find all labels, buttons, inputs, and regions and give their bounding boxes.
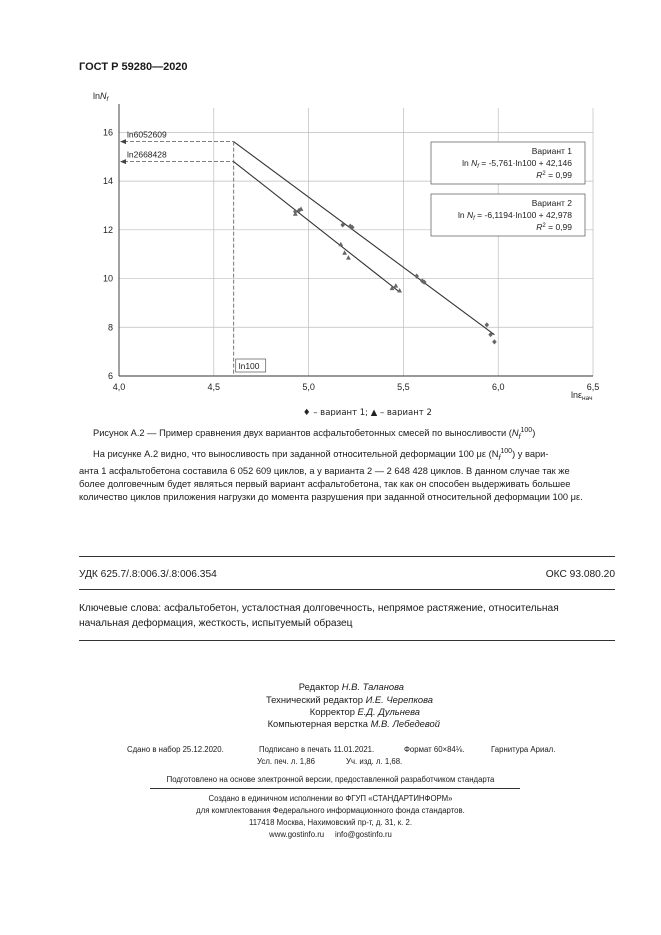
caption-symbol: N <box>511 428 519 439</box>
imprint-font: Гарнитура Ариал. <box>491 745 556 754</box>
equation-r2-1: $R^2 = 0,99$ <box>536 170 572 180</box>
imprint-divider <box>150 788 520 789</box>
point-variant-1 <box>485 322 490 327</box>
credit-layout: Компьютерная верстка М.В. Лебедевой <box>267 718 440 729</box>
x-tick-label: 6,0 <box>491 382 505 392</box>
para-line-3: более долговечным будет являться первый вариант асфальтобетона, так как он способен выдерживать большее <box>79 478 571 489</box>
y-tick-label: 6 <box>107 371 113 381</box>
y-tick-label: 12 <box>102 224 113 235</box>
annotation-arrow <box>120 159 126 164</box>
imprint-fund: для комплектования Федерального информационного фонда стандартов. <box>196 806 465 815</box>
para-line-4: количество циклов приложения нагрузки до момента разрушения при заданной относительной деформации 100 με. <box>79 491 583 502</box>
ref-label: ln100 <box>238 361 260 371</box>
body-paragraph <box>79 445 615 504</box>
para-line-1: На рисунке А.2 видно, что выносливость при заданной относительной деформации 100 με $(N_f^{100})$ у вари- <box>93 448 549 462</box>
equation-formula-1: $\ln N_f = -5,761\cdot\ln 100 + 42,146$ <box>462 158 572 170</box>
document-id: ГОСТ Р 59280—2020 <box>79 61 188 73</box>
email-link[interactable]: info@gostinfo.ru <box>334 830 392 839</box>
y-axis-label: lnN$_f$ <box>93 91 109 103</box>
series-legend: ♦ – вариант 1; ▲ – вариант 2 <box>302 408 432 416</box>
imprint-created: Создано в единичном исполнении во ФГУП «СТАНДАРТИНФОРМ» <box>208 794 453 803</box>
imprint-format: Формат 60×84⅛. <box>404 745 465 754</box>
para-line-2: анта 1 асфальтобетона составила 6 052 609 циклов, а у варианта 2 — 2 648 428 циклов. В данном случае так же <box>79 465 570 476</box>
divider-top <box>79 556 615 557</box>
keywords-line-1: Ключевые слова: асфальтобетон, усталостная долговечность, непрямое растяжение, относительная <box>79 603 559 614</box>
caption-close: ) <box>532 428 536 439</box>
point-variant-2 <box>346 255 351 259</box>
point-variant-2 <box>393 283 398 288</box>
equation-title-2: Вариант 2 <box>531 198 572 208</box>
caption-text: Рисунок А.2 — Пример сравнения двух вариантов асфальтобетонных смесей по выносливости ( <box>93 428 512 439</box>
credit-tech-editor: Технический редактор И.Е. Черепкова <box>265 694 433 705</box>
imprint-print-date: Подписано в печать 11.01.2021. <box>259 745 375 754</box>
y-tick-label: 16 <box>102 127 113 138</box>
udk-code: УДК 625.7/.8:006.3/.8:006.354 <box>79 569 217 580</box>
y-tick-label: 14 <box>102 176 113 187</box>
x-tick-label: 4,5 <box>207 382 221 392</box>
equation-formula-2: $\ln N_f = -6,1194\cdot\ln 100 + 42,978$ <box>458 210 572 222</box>
y-tick-label: 8 <box>107 322 113 333</box>
caption-sub: f <box>518 433 521 441</box>
divider-bottom <box>79 640 615 641</box>
equation-title-1: Вариант 1 <box>531 146 572 156</box>
annotation-label: ln2668428 <box>127 149 167 160</box>
annotation-label: ln6052609 <box>127 129 167 140</box>
figure-caption <box>93 427 535 441</box>
y-tick-label: 10 <box>102 273 113 284</box>
imprint-web <box>0 830 661 839</box>
point-variant-2 <box>342 250 347 255</box>
equation-r2-2: $R^2 = 0,99$ <box>536 222 572 232</box>
x-tick-label: 5,0 <box>302 382 315 392</box>
point-variant-1 <box>492 339 497 344</box>
keywords <box>79 601 615 631</box>
imprint-set-date: Сдано в набор 25.12.2020. <box>127 745 224 754</box>
imprint-pub-sheets: Уч. изд. л. 1,68. <box>346 757 403 766</box>
x-tick-label: 6,5 <box>586 382 600 392</box>
x-tick-label: 5,5 <box>397 382 410 392</box>
annotation-arrow <box>120 139 126 144</box>
x-axis-label: lnε$_{нач}$ <box>571 390 593 402</box>
x-tick-label: 4,0 <box>112 382 126 392</box>
credit-corrector: Корректор Е.Д. Дульнева <box>309 706 420 717</box>
caption-sup: 100 <box>520 427 533 434</box>
website-link[interactable]: www.gostinfo.ru <box>269 830 325 839</box>
imprint-print-sheets: Усл. печ. л. 1,86 <box>257 757 315 766</box>
imprint-source: Подготовлено на основе электронной версии, предоставленной разработчиком стандарта <box>166 775 495 784</box>
imprint-address: 117418 Москва, Нахимовский пр-т, д. 31, к. 2. <box>248 818 413 827</box>
fatigue-chart <box>85 86 615 416</box>
keywords-line-2: начальная деформация, жесткость, испытуемый образец <box>79 618 353 629</box>
divider-mid <box>79 589 615 590</box>
oks-code: ОКС 93.080.20 <box>545 569 615 580</box>
credit-editor: Редактор Н.В. Таланова <box>298 681 404 692</box>
